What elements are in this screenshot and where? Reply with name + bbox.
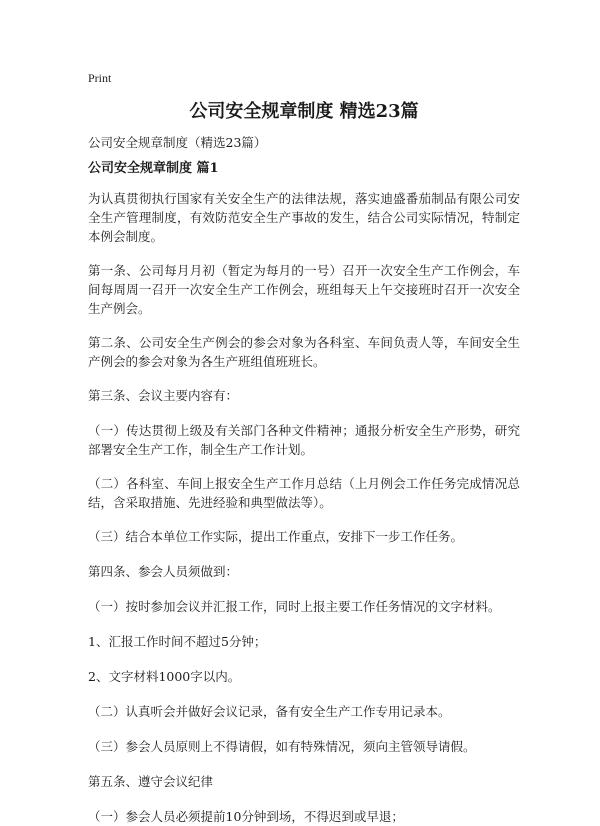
paragraph-article-4-sub-2: 2、文字材料1000字以内。 bbox=[88, 669, 241, 684]
paragraph-article-2: 第二条、公司安全生产例会的参会对象为各科室、车间负责人等，车间安全生产例会的参会对象为各生产班组值班班长。 bbox=[88, 335, 520, 369]
paragraph-article-1: 第一条、公司每月月初（暂定为每月的一号）召开一次安全生产工作例会，车间每周周一召开一次安全生产工作例会，班组每天上午交接班时召开一次安全生产例会。 bbox=[88, 263, 520, 316]
paragraph-article-3-item-1: （一）传达贯彻上级及有关部门各种文件精神；通报分析安全生产形势，研究部署安全生产工作，制全生产工作计划。 bbox=[88, 423, 520, 457]
paragraph-article-5: 第五条、遵守会议纪律 bbox=[88, 774, 214, 789]
paragraph-article-3-item-3: （三）结合本单位工作实际，提出工作重点，安排下一步工作任务。 bbox=[88, 529, 464, 544]
paragraph-article-4-item-3: （三）参会人员原则上不得请假，如有特殊情况，须向主管领导请假。 bbox=[88, 739, 476, 754]
paragraph-article-4-sub-1: 1、汇报工作时间不超过5分钟； bbox=[88, 634, 267, 649]
section-heading: 公司安全规章制度 篇1 bbox=[88, 161, 219, 176]
document-subtitle: 公司安全规章制度（精选23篇） bbox=[88, 135, 267, 150]
paragraph-article-4-item-2: （二）认真听会并做好会议记录，备有安全生产工作专用记录本。 bbox=[88, 704, 451, 719]
print-label: Print bbox=[88, 71, 112, 85]
paragraph-article-4: 第四条、参会人员须做到： bbox=[88, 564, 239, 579]
document-title: 公司安全规章制度 精选23篇 bbox=[189, 101, 419, 122]
paragraph-intro: 为认真贯彻执行国家有关安全生产的法律法规，落实迪盛番茄制品有限公司安全生产管理制度，有效防范安全生产事故的发生，结合公司实际情况，特制定本例会制度。 bbox=[88, 191, 520, 244]
paragraph-article-5-item-1: （一）参会人员必须提前10分钟到场，不得迟到或早退； bbox=[88, 809, 404, 824]
paragraph-article-3: 第三条、会议主要内容有： bbox=[88, 388, 239, 403]
paragraph-article-3-item-2: （二）各科室、车间上报安全生产工作月总结（上月例会工作任务完成情况总结，含采取措施、先进经验和典型做法等）。 bbox=[88, 476, 520, 510]
paragraph-article-4-item-1: （一）按时参加会议并汇报工作，同时上报主要工作任务情况的文字材料。 bbox=[88, 599, 501, 614]
